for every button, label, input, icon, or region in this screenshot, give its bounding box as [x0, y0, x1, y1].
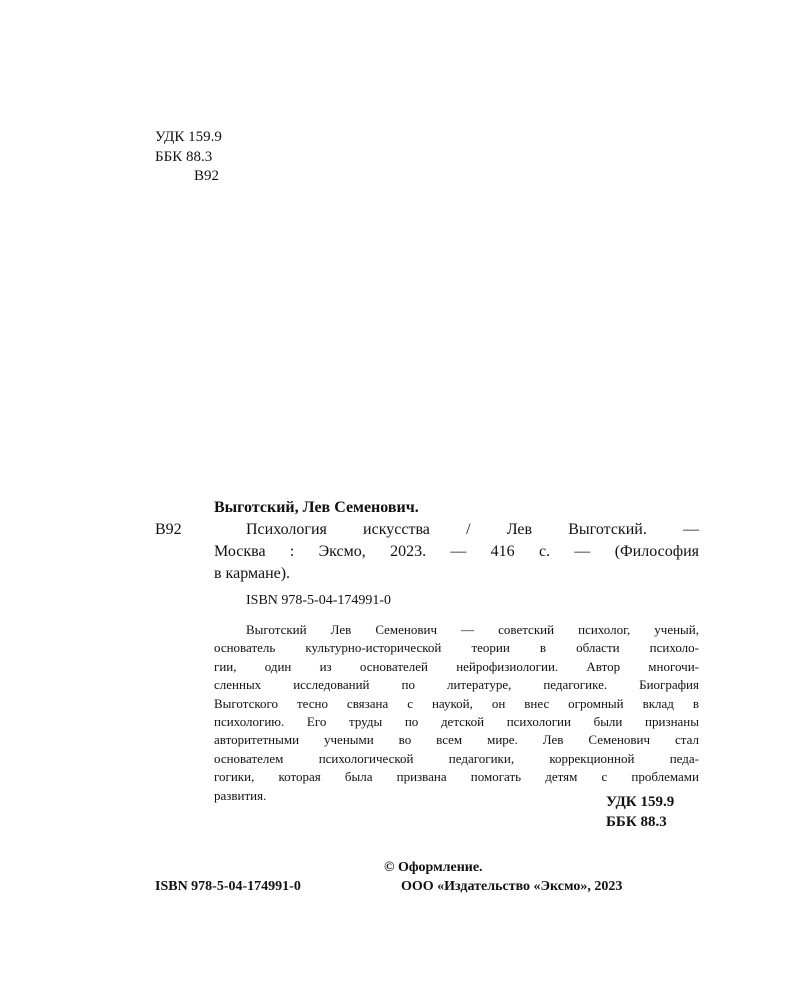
bbk-code-top: ББК 88.3 — [155, 149, 213, 165]
annotation-line: основатель культурно-исторической теории в области психоло- — [214, 640, 699, 656]
annotation-line: Выготский Лев Семенович — советский психолог, ученый, — [246, 622, 699, 637]
copyright-line-1: © Оформление. — [384, 860, 483, 875]
isbn-entry: ISBN 978-5-04-174991-0 — [246, 593, 392, 608]
copyright-line-2: ООО «Издательство «Эксмо», 2023 — [401, 879, 623, 894]
bibliographic-description — [214, 519, 699, 585]
annotation-line: сленных исследований по литературе, педагогике. Биография — [214, 677, 699, 693]
udk-code-top: УДК 159.9 — [155, 129, 222, 145]
annotation-line: гии, один из основателей нейрофизиологии. Автор многочи- — [214, 658, 699, 674]
description-line: Психология искусства / Лев Выготский. — — [246, 521, 699, 538]
annotation — [214, 621, 699, 805]
bbk-code-bottom: ББК 88.3 — [606, 814, 667, 830]
author-heading: Выготский, Лев Семенович. — [214, 499, 419, 516]
annotation-line: Выготского тесно связана с наукой, он внес огромный вклад в — [214, 695, 699, 711]
description-line: Москва : Эксмо, 2023. — 416 с. — (Философия — [214, 543, 699, 560]
annotation-line: авторитетными учеными во всем мире. Лев Семенович стал — [214, 732, 699, 748]
annotation-line: основателем психологической педагогики, коррекционной педа- — [214, 750, 699, 766]
annotation-line: развития. — [214, 787, 267, 803]
author-mark-entry: В92 — [155, 521, 182, 538]
annotation-line: гогики, которая была призвана помогать детям с проблемами — [214, 769, 699, 785]
author-mark-top: В92 — [194, 168, 220, 184]
udk-code-bottom: УДК 159.9 — [606, 794, 675, 810]
description-line: в кармане). — [214, 565, 291, 582]
isbn-footer: ISBN 978-5-04-174991-0 — [155, 879, 301, 894]
annotation-line: психологию. Его труды по детской психологии были признаны — [214, 714, 699, 730]
